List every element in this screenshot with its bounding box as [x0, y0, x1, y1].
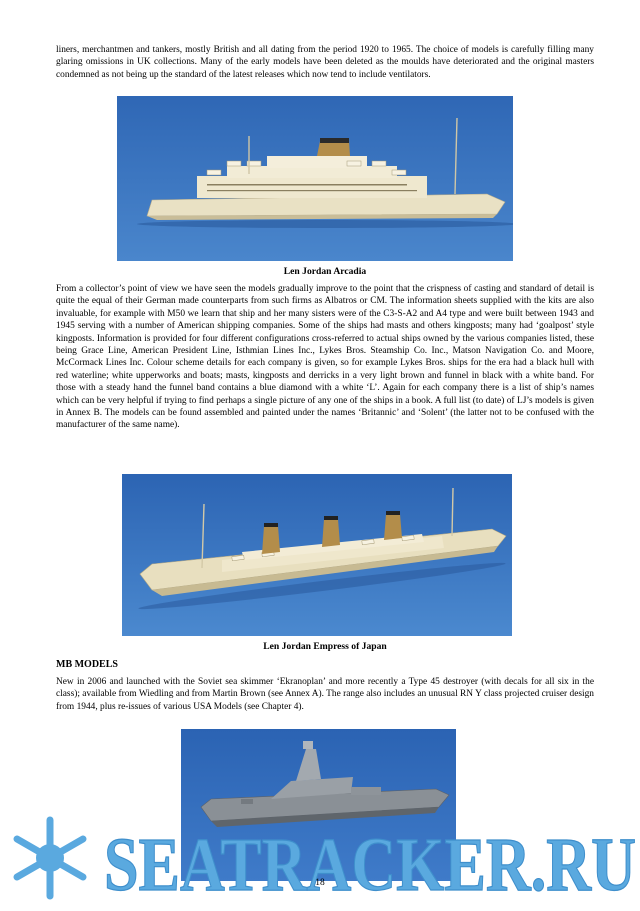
watermark-text — [100, 818, 640, 902]
watermark-logo — [0, 810, 100, 906]
photo-arcadia — [117, 96, 513, 261]
ship-empress-image — [122, 474, 512, 636]
caption-empress-of-japan: Len Jordan Empress of Japan — [263, 641, 387, 652]
paragraph-3: New in 2006 and launched with the Soviet sea skimmer ‘Ekranoplan’ and more recently a Type 45 destroyer (with decals for all six in the class); available from Wiedling and from Martin Brown (see Annex A). The range also includes an unusual RN Y class projected cruiser design from 1944, plus re-issues of various USA Models (see Chapter 4). — [56, 677, 594, 712]
ship-arcadia-image — [117, 96, 513, 261]
section-heading: MB MODELS — [56, 659, 118, 670]
watermark-svg — [100, 818, 640, 902]
paragraph-2: From a collector’s point of view we have seen the models gradually improve to the point that the crispness of casting and standard of detail is quite the equal of their German made counterparts from such firms as Albatros or CM. The information sheets supplied with the kits are also invaluable, for example with M50 we learn that ship and her many sisters were of the C3-S-A2 and A4 type and were built between 1943 and 1945 serving with a number of American shipping companies. Some of the ships had masts and others kingposts; many had ‘goalpost’ style kingposts. Information is provided for four different configurations cross-referred to actual ships owned by the various companies listed, these being Grace Line, American President Line, Isthmian Lines Inc., Lykes Bros. Steamship Co. Inc., Matson Navigation Co. and Moore, McCormack Lines Inc. Colour scheme details for each company is given, so for example Lykes Bros. ships for the era had a black hull with red waterline; white upperworks and boats; masts, kingposts and derricks in a very light brown and funnel in black with a white band. For those with a steady hand the funnel band contains a blue diamond with a white ‘L’. Again for each company there is a list of ship’s names which can be very helpful if trying to find perhaps a single picture of any one of the ships in a book. A full list (to date) of LJ’s models is given in Annex B. The models can be found assembled and painted under the names ‘Britannic’ and ‘Solent’ (the latter not to be confused with the manufacturer of the same name). — [56, 284, 594, 431]
page-number: 18 — [315, 878, 325, 888]
photo-empress-of-japan — [122, 474, 512, 636]
caption-arcadia: Len Jordan Arcadia — [283, 266, 367, 277]
snowflake-logo-icon — [0, 810, 100, 906]
watermark-label: SEATRACKER.RU — [104, 823, 636, 902]
paragraph-1: liners, merchantmen and tankers, mostly British and all dating from the period 1920 to 1965. The choice of models is carefully filling many glaring omissions in UK collections. Many of the early models have been deleted as the moulds have deteriorated and the original masters condemned as not being up the standard of the latest releases which now tend to include ventilators. — [56, 45, 594, 80]
